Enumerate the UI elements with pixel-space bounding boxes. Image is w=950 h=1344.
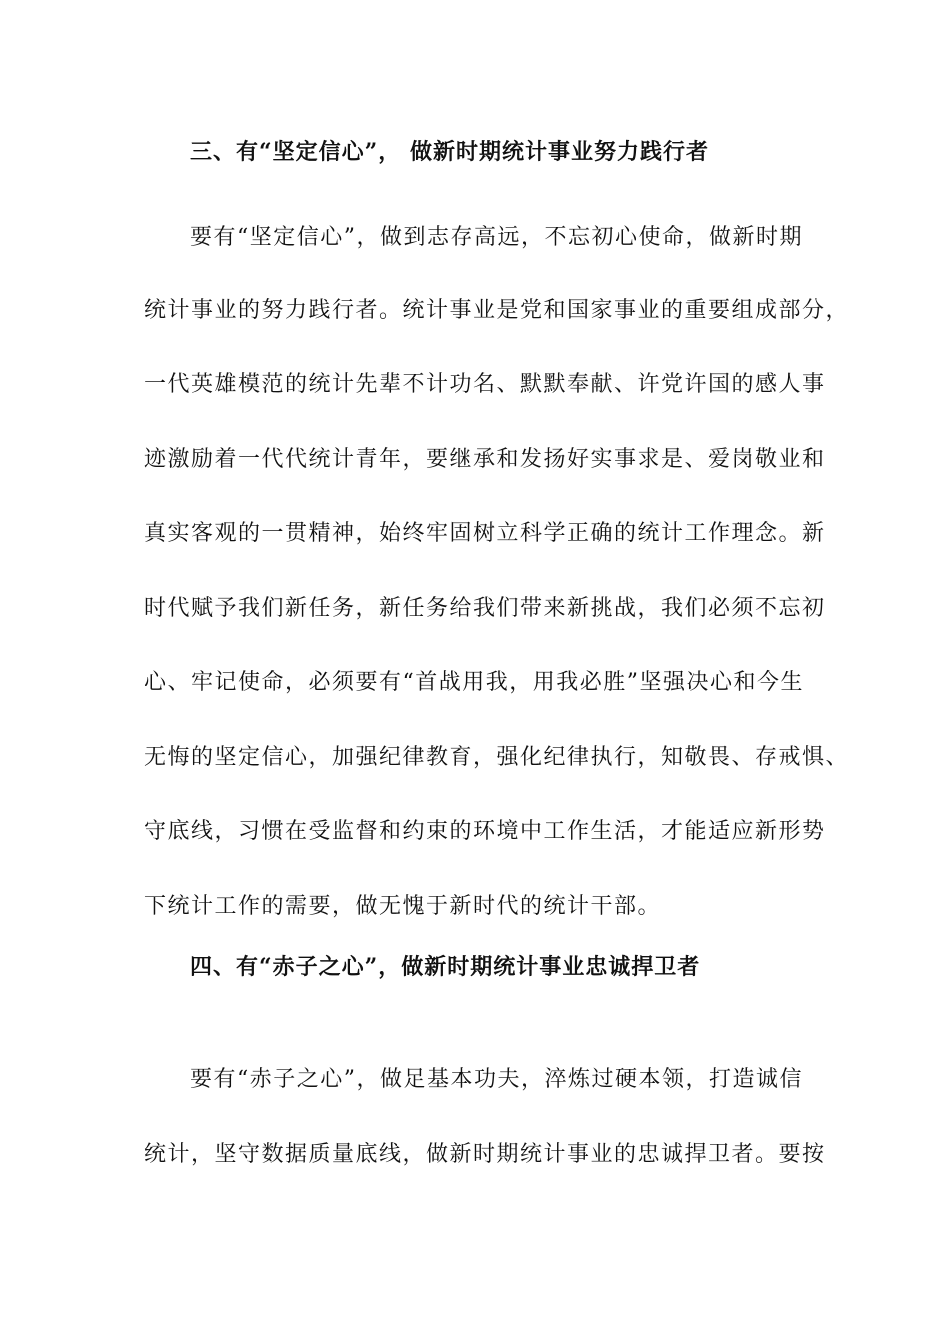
- paragraph-line: 无悔的坚定信心，加强纪律教育，强化纪律执行，知敬畏、存戒惧、: [144, 745, 850, 770]
- paragraph-line: 统计，坚守数据质量底线，做新时期统计事业的忠诚捍卫者。要按: [144, 1142, 826, 1167]
- paragraph-line: 要有“坚定信心”，做到志存高远，不忘初心使命，做新时期: [190, 225, 803, 250]
- section-heading-4: 四、有“赤子之心”，做新时期统计事业忠诚捍卫者: [190, 954, 701, 980]
- paragraph-line: 一代英雄模范的统计先辈不计功名、默默奉献、许党许国的感人事: [144, 372, 826, 397]
- paragraph-line: 下统计工作的需要，做无愧于新时代的统计干部。: [144, 894, 662, 919]
- paragraph-line: 心、牢记使命，必须要有“首战用我，用我必胜”坚强决心和今生: [144, 670, 804, 695]
- paragraph-line: 真实客观的一贯精神，始终牢固树立科学正确的统计工作理念。新: [144, 521, 826, 546]
- paragraph-line: 统计事业的努力践行者。统计事业是党和国家事业的重要组成部分，: [144, 298, 850, 323]
- paragraph-line: 迹激励着一代代统计青年，要继承和发扬好实事求是、爱岗敬业和: [144, 447, 826, 472]
- paragraph-line: 要有“赤子之心”，做足基本功夫，淬炼过硬本领，打造诚信: [190, 1067, 803, 1092]
- paragraph-line: 守底线，习惯在受监督和约束的环境中工作生活，才能适应新形势: [144, 819, 826, 844]
- paragraph-line: 时代赋予我们新任务，新任务给我们带来新挑战，我们必须不忘初: [144, 596, 826, 621]
- section-heading-3: 三、有“坚定信心”， 做新时期统计事业努力践行者: [190, 139, 709, 165]
